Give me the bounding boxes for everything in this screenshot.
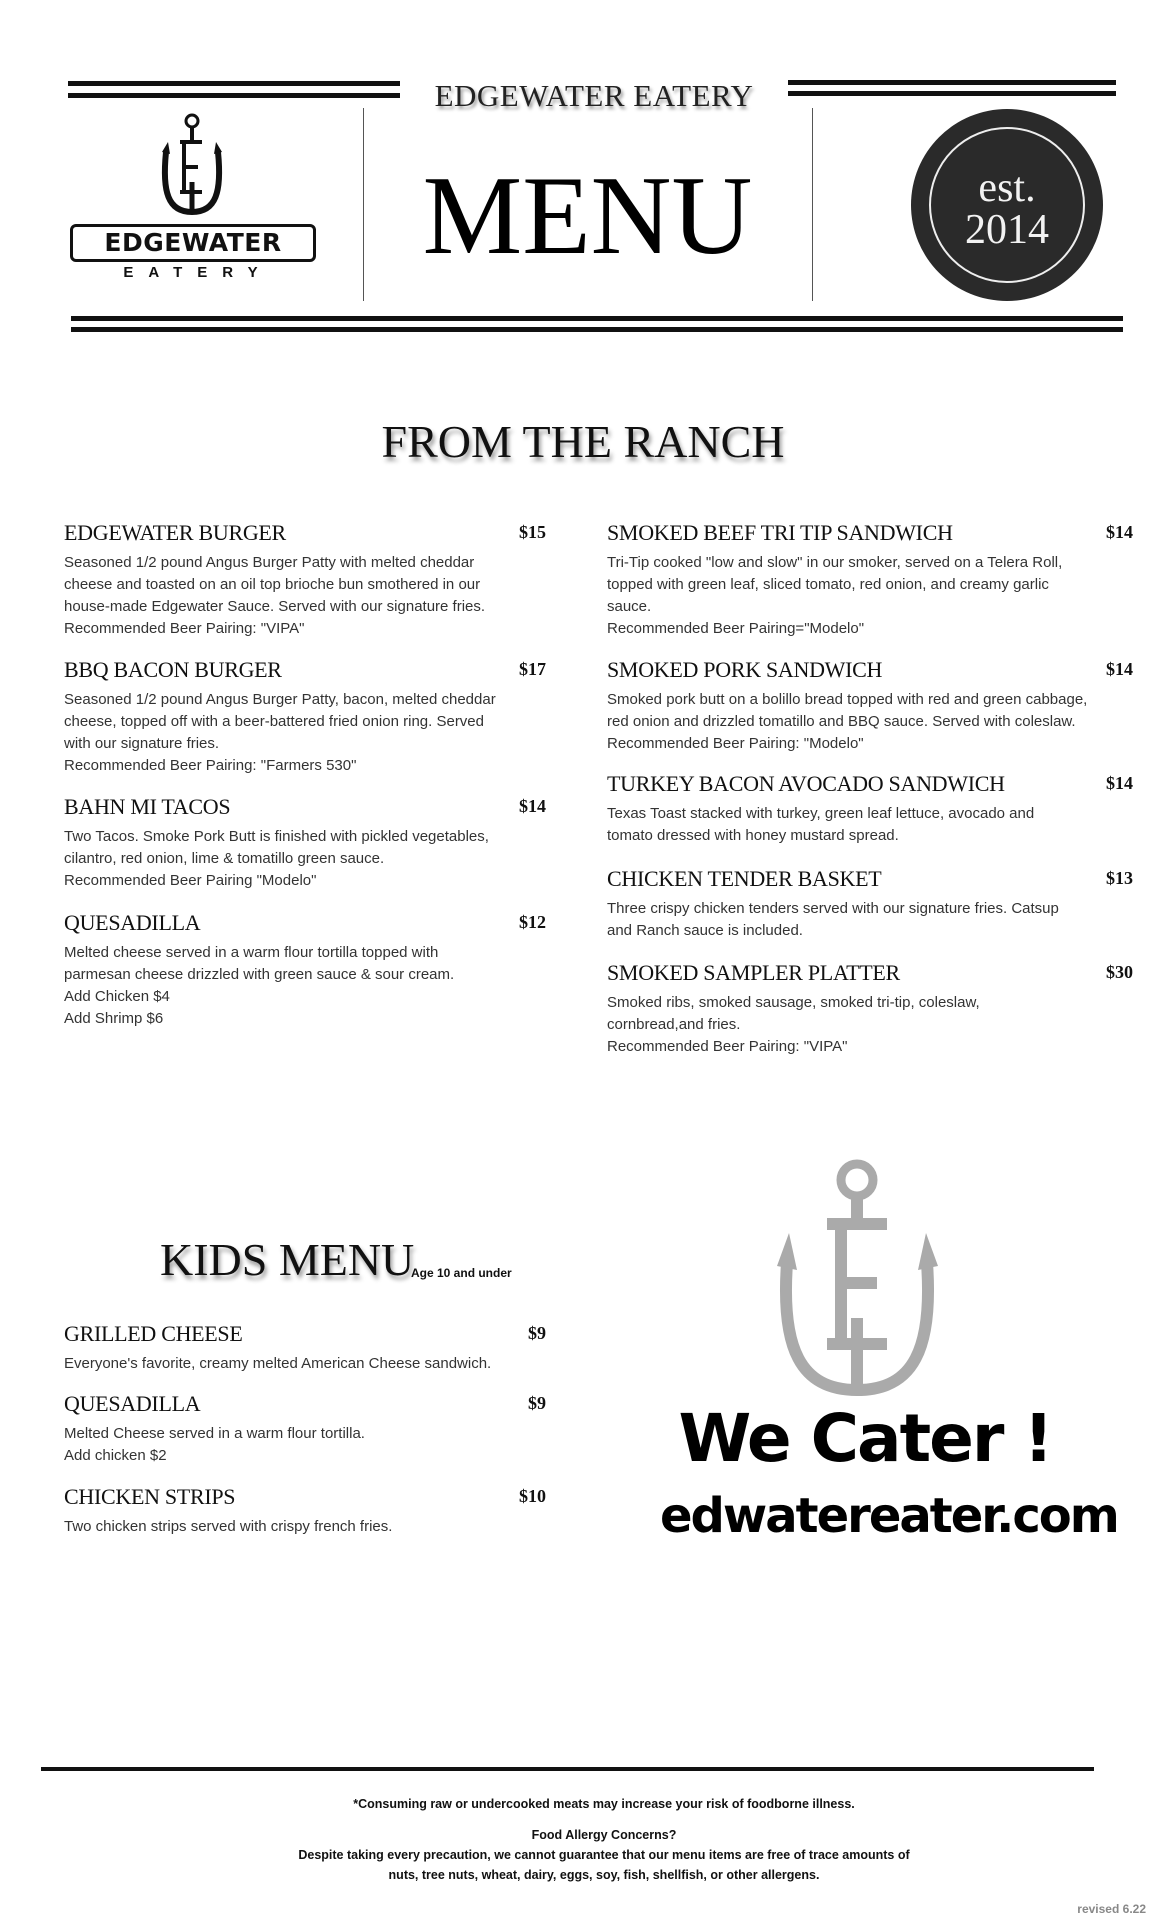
header-divider: [812, 108, 813, 301]
logo-sub: EATERY: [123, 264, 273, 281]
item-description-line: cheese, topped off with a beer-battered fried onion ring. Served: [64, 713, 484, 730]
item-description-line: Recommended Beer Pairing="Modelo": [607, 620, 865, 637]
item-description-line: Melted cheese served in a warm flour tortilla topped with: [64, 944, 439, 961]
item-price: $14: [1106, 522, 1133, 542]
allergy-title: Food Allergy Concerns?: [531, 1828, 677, 1842]
menu-item: [64, 657, 546, 777]
item-price: $9: [528, 1393, 546, 1413]
header-rule: [788, 91, 1116, 96]
item-name: SMOKED BEEF TRI TIP SANDWICH: [607, 520, 953, 545]
menu-item: [607, 866, 1133, 942]
item-description: [607, 552, 1133, 640]
item-header: [607, 960, 1133, 990]
item-price: $14: [519, 796, 546, 816]
item-description-line: cilantro, red onion, lime & tomatillo green sauce.: [64, 850, 385, 867]
item-description-line: Recommended Beer Pairing: "Farmers 530": [64, 757, 357, 774]
item-name: EDGEWATER BURGER: [64, 520, 286, 545]
item-price: $14: [1106, 659, 1133, 679]
menu-item: [64, 1484, 546, 1538]
item-name: BBQ BACON BURGER: [64, 657, 282, 682]
section-title-ranch: FROM THE RANCH: [381, 416, 785, 467]
item-name: CHICKEN STRIPS: [64, 1484, 236, 1509]
item-description-line: tomato dressed with honey mustard spread.: [607, 827, 899, 844]
item-description: [64, 942, 546, 1030]
item-name: SMOKED SAMPLER PLATTER: [607, 960, 900, 985]
item-header: [64, 794, 546, 824]
item-price: $12: [519, 912, 546, 932]
kids-age-note: Age 10 and under: [411, 1266, 512, 1280]
established-badge: [911, 109, 1103, 301]
item-header: [64, 1321, 546, 1351]
item-price: $14: [1106, 773, 1133, 793]
item-description-line: topped with green leaf, sliced tomato, red onion, and creamy garlic: [607, 576, 1049, 593]
logo-banner: [70, 224, 316, 262]
item-header: [607, 866, 1133, 896]
item-description-line: Smoked pork butt on a bolillo bread topped with red and green cabbage,: [607, 691, 1088, 708]
item-header: [607, 771, 1133, 801]
item-description: [64, 1353, 546, 1375]
section-title-kids: KIDS MENU: [160, 1234, 415, 1285]
established-label: est.: [978, 165, 1036, 211]
anchor-ew-monogram-icon: [62, 112, 322, 222]
footer-rule: [41, 1767, 1094, 1771]
item-name: QUESADILLA: [64, 910, 201, 935]
item-header: [64, 910, 546, 940]
item-description-line: Recommended Beer Pairing "Modelo": [64, 872, 317, 889]
logo-brand: EDGEWATER: [104, 228, 282, 257]
item-description-line: Two chicken strips served with crispy french fries.: [64, 1518, 393, 1535]
item-description-line: Seasoned 1/2 pound Angus Burger Patty with melted cheddar: [64, 554, 475, 571]
revision-note: revised 6.22: [1077, 1902, 1146, 1916]
menu-item: [64, 1321, 546, 1375]
item-price: $30: [1106, 962, 1133, 982]
item-description-line: Add Shrimp $6: [64, 1010, 164, 1027]
header-rule: [71, 327, 1123, 332]
item-name: QUESADILLA: [64, 1391, 201, 1416]
item-description-line: cornbread,and fries.: [607, 1016, 741, 1033]
item-description: [607, 803, 1133, 847]
menu-title: MENU: [422, 154, 753, 278]
item-price: $10: [519, 1486, 546, 1506]
menu-item: [607, 960, 1133, 1058]
allergy-text-2: nuts, tree nuts, wheat, dairy, eggs, soy, fish, shellfish, or other allergens.: [388, 1868, 820, 1882]
item-description-line: Add chicken $2: [64, 1447, 167, 1464]
menu-item: [64, 794, 546, 892]
item-description-line: parmesan cheese drizzled with green sauce & sour cream.: [64, 966, 455, 983]
site-title: EDGEWATER EATERY: [434, 78, 754, 113]
we-cater-heading: We Cater !: [678, 1400, 1052, 1477]
item-name: CHICKEN TENDER BASKET: [607, 866, 882, 891]
item-description: [64, 689, 546, 777]
allergy-text-1: Despite taking every precaution, we cannot guarantee that our menu items are free of trace amounts of: [298, 1848, 910, 1862]
item-header: [64, 1484, 546, 1514]
item-description-line: with our signature fries.: [64, 735, 220, 752]
item-description: [64, 1423, 546, 1467]
website-link[interactable]: edwatereater.com: [660, 1488, 1118, 1544]
item-description: [64, 1516, 546, 1538]
header-rule: [71, 316, 1123, 321]
item-description-line: Melted Cheese served in a warm flour tortilla.: [64, 1425, 365, 1442]
item-description-line: Add Chicken $4: [64, 988, 170, 1005]
item-description-line: and Ranch sauce is included.: [607, 922, 803, 939]
item-description-line: Texas Toast stacked with turkey, green leaf lettuce, avocado and: [607, 805, 1035, 822]
menu-item: [607, 771, 1133, 847]
item-header: [64, 657, 546, 687]
established-year: 2014: [965, 207, 1049, 253]
item-description-line: sauce.: [607, 598, 652, 615]
item-name: TURKEY BACON AVOCADO SANDWICH: [607, 771, 1005, 796]
item-description-line: red onion and drizzled tomatillo and BBQ sauce. Served with coleslaw.: [607, 713, 1076, 730]
item-description: [64, 552, 546, 640]
item-description-line: cheese and toasted on an oil top brioche bun smothered in our: [64, 576, 481, 593]
item-description: [607, 898, 1133, 942]
item-description-line: Smoked ribs, smoked sausage, smoked tri-tip, coleslaw,: [607, 994, 980, 1011]
item-description: [607, 992, 1133, 1058]
item-description-line: Recommended Beer Pairing: "VIPA": [64, 620, 305, 637]
item-header: [607, 657, 1133, 687]
item-header: [64, 520, 546, 550]
item-description-line: Tri-Tip cooked "low and slow" in our smoker, served on a Telera Roll,: [607, 554, 1063, 571]
raw-meat-warning: *Consuming raw or undercooked meats may increase your risk of foodborne illness.: [353, 1797, 855, 1811]
menu-item: [607, 657, 1133, 755]
item-description-line: Recommended Beer Pairing: "Modelo": [607, 735, 864, 752]
menu-item: [64, 1391, 546, 1467]
item-description-line: Seasoned 1/2 pound Angus Burger Patty, bacon, melted cheddar: [64, 691, 496, 708]
item-description-line: Everyone's favorite, creamy melted American Cheese sandwich.: [64, 1355, 492, 1372]
item-description: [607, 689, 1133, 755]
edgewater-logo: [62, 112, 322, 287]
item-header: [64, 1391, 546, 1421]
item-header: [607, 520, 1133, 550]
item-description-line: Three crispy chicken tenders served with our signature fries. Catsup: [607, 900, 1059, 917]
item-price: $17: [519, 659, 546, 679]
item-description-line: Recommended Beer Pairing: "VIPA": [607, 1038, 848, 1055]
menu-item: [64, 520, 546, 640]
header-rule: [68, 93, 400, 98]
item-price: $15: [519, 522, 546, 542]
header-rule: [788, 80, 1116, 85]
item-name: SMOKED PORK SANDWICH: [607, 657, 883, 682]
item-description-line: Two Tacos. Smoke Pork Butt is finished with pickled vegetables,: [64, 828, 489, 845]
item-name: GRILLED CHEESE: [64, 1321, 243, 1346]
menu-item: [607, 520, 1133, 640]
item-description-line: house-made Edgewater Sauce. Served with our signature fries.: [64, 598, 486, 615]
header-rule: [68, 81, 400, 86]
item-price: $13: [1106, 868, 1133, 888]
item-price: $9: [528, 1323, 546, 1343]
menu-item: [64, 910, 546, 1030]
item-name: BAHN MI TACOS: [64, 794, 231, 819]
item-description: [64, 826, 546, 892]
anchor-ew-monogram-icon: [755, 1158, 960, 1403]
